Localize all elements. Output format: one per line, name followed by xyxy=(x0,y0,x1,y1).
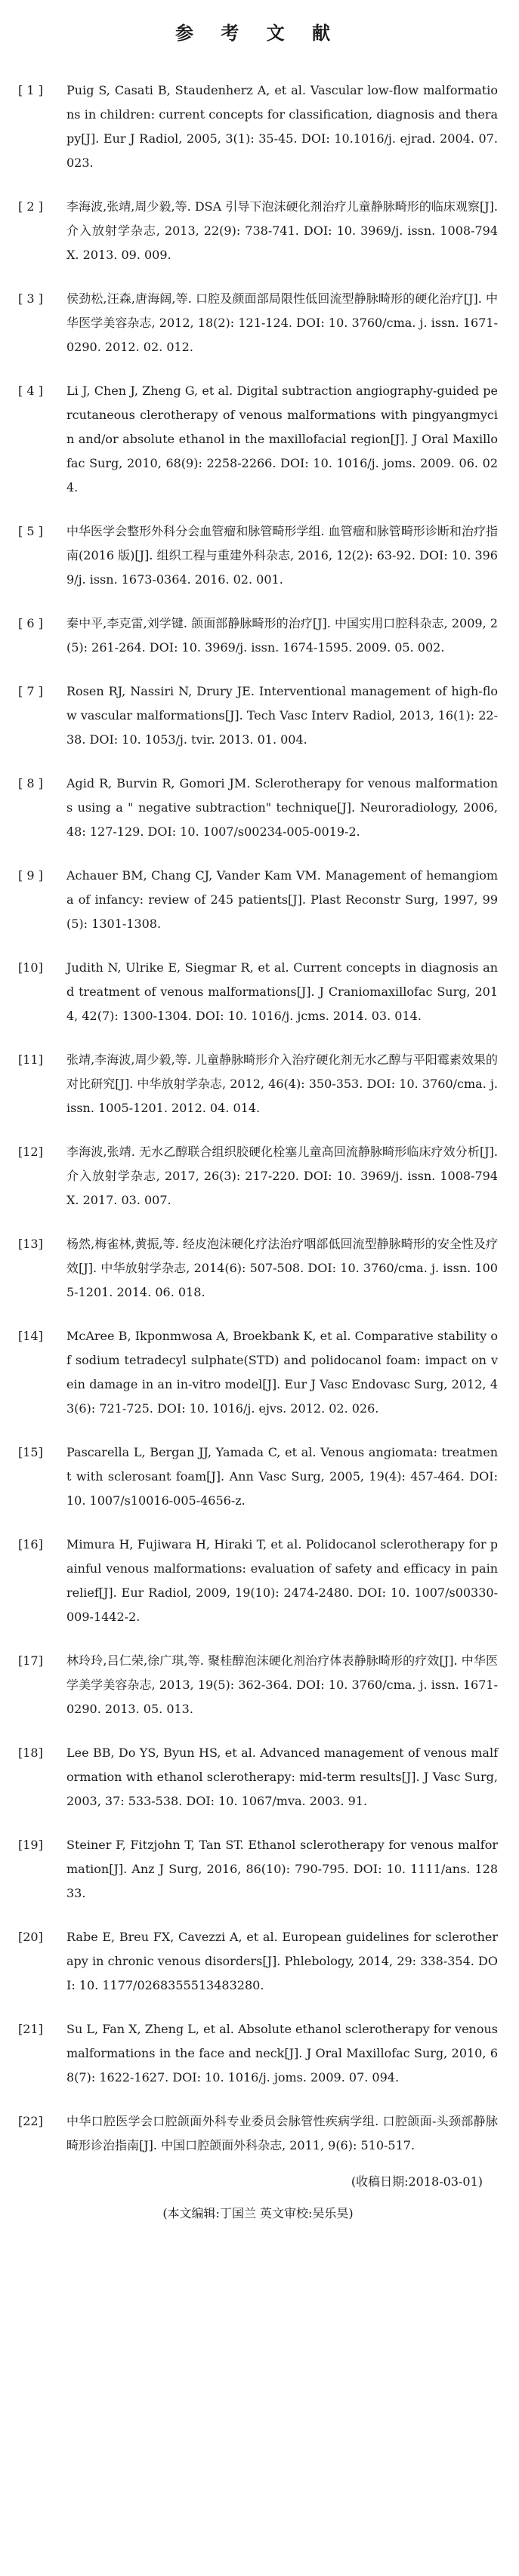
reference-item xyxy=(18,1441,498,1513)
reference-item xyxy=(18,2109,498,2158)
reference-number: [ 4 ] xyxy=(18,384,43,398)
reference-item xyxy=(18,1833,498,1906)
reference-number: [10] xyxy=(18,960,43,975)
received-date: (收稿日期:2018-03-01) xyxy=(351,2174,483,2189)
reference-text: McAree B, Ikponmwosa A, Broekbank K, et al. Comparative stability of sodium tetradecyl sulphate(STD) and polidocanol foam: impact on vein damage in an in-vitro model[J]. Eur J Vasc Endovasc Surg, 2012, 43(6): 721-725. DOI: 10. 1016/j. ejvs. 2012. 02. 026. xyxy=(66,1329,498,1416)
reference-item xyxy=(18,1925,498,1998)
reference-text: Agid R, Burvin R, Gomori JM. Sclerotherapy for venous malformations using a " negative subtraction" technique[J]. Neuroradiology, 2006, 48: 127-129. DOI: 10. 1007/s00234-005-0019-2. xyxy=(66,776,498,839)
reference-text: 杨然,梅雀林,黄振,等. 经皮泡沫硬化疗法治疗咽部低回流型静脉畸形的安全性及疗效[J]. 中华放射学杂志, 2014(6): 507-508. DOI: 10. 3760/cma. j. issn. 1005-1201. 2014. 06. 018. xyxy=(66,1237,498,1299)
reference-item xyxy=(18,612,498,660)
reference-item xyxy=(18,2017,498,2090)
reference-text: Rosen RJ, Nassiri N, Drury JE. Interventional management of high-flow vascular malformations[J]. Tech Vasc Interv Radiol, 2013, 16(1): 22-38. DOI: 10. 1053/j. tvir. 2013. 01. 004. xyxy=(66,684,498,747)
reference-text: 秦中平,李克雷,刘学键. 颌面部静脉畸形的治疗[J]. 中国实用口腔科杂志, 2009, 2(5): 261-264. DOI: 10. 3969/j. issn. 1674-1595. 2009. 05. 002. xyxy=(66,616,498,655)
editor-note: (本文编辑:丁国兰 英文审校:吴乐昊) xyxy=(162,2206,354,2220)
reference-number: [22] xyxy=(18,2114,43,2128)
reference-item xyxy=(18,79,498,175)
reference-item xyxy=(18,287,498,359)
reference-number: [18] xyxy=(18,1746,43,1760)
reference-text: Steiner F, Fitzjohn T, Tan ST. Ethanol sclerotherapy for venous malformation[J]. Anz J Surg, 2016, 86(10): 790-795. DOI: 10. 1111/ans. 12833. xyxy=(66,1838,498,1900)
reference-item xyxy=(18,679,498,752)
reference-number: [ 8 ] xyxy=(18,776,43,790)
reference-item xyxy=(18,1533,498,1629)
reference-number: [13] xyxy=(18,1237,43,1251)
reference-number: [ 9 ] xyxy=(18,868,43,883)
reference-number: [ 6 ] xyxy=(18,616,43,630)
reference-number: [15] xyxy=(18,1445,43,1459)
reference-text: Achauer BM, Chang CJ, Vander Kam VM. Management of hemangioma of infancy: review of 245 patients[J]. Plast Reconstr Surg, 1997, 99(5): 1301-1308. xyxy=(66,868,498,931)
reference-item xyxy=(18,1140,498,1213)
reference-text: 张靖,李海波,周少毅,等. 儿童静脉畸形介入治疗硬化剂无水乙醇与平阳霉素效果的对比研究[J]. 中华放射学杂志, 2012, 46(4): 350-353. DOI: 10. 3760/cma. j. issn. 1005-1201. 2012. 04. 014. xyxy=(66,1052,498,1115)
reference-item xyxy=(18,1324,498,1421)
reference-number: [16] xyxy=(18,1537,43,1551)
reference-text: Rabe E, Breu FX, Cavezzi A, et al. European guidelines for sclerotherapy in chronic venous disorders[J]. Phlebology, 2014, 29: 338-354. DOI: 10. 1177/0268355513483280. xyxy=(66,1930,498,1992)
reference-number: [ 7 ] xyxy=(18,684,43,698)
reference-text: 中华口腔医学会口腔颌面外科专业委员会脉管性疾病学组. 口腔颌面-头颈部静脉畸形诊治指南[J]. 中国口腔颌面外科杂志, 2011, 9(6): 510-517. xyxy=(66,2114,498,2152)
reference-text: 林玲玲,吕仁荣,徐广琪,等. 聚桂醇泡沫硬化剂治疗体表静脉畸形的疗效[J]. 中华医学美学美容杂志, 2013, 19(5): 362-364. DOI: 10. 3760/cma. j. issn. 1671-0290. 2013. 05. 013. xyxy=(66,1653,498,1716)
reference-list xyxy=(18,79,498,2158)
reference-item xyxy=(18,519,498,592)
reference-number: [19] xyxy=(18,1838,43,1852)
reference-item xyxy=(18,772,498,844)
reference-number: [11] xyxy=(18,1052,43,1067)
reference-text: 李海波,张靖,周少毅,等. DSA 引导下泡沫硬化剂治疗儿童静脉畸形的临床观察[J]. 介入放射学杂志, 2013, 22(9): 738-741. DOI: 10. 3969/j. issn. 1008-794X. 2013. 09. 009. xyxy=(66,199,498,262)
reference-item xyxy=(18,864,498,936)
reference-number: [ 1 ] xyxy=(18,83,43,97)
reference-item xyxy=(18,379,498,500)
reference-text: 侯劲松,汪森,唐海阔,等. 口腔及颜面部局限性低回流型静脉畸形的硬化治疗[J]. 中华医学美容杂志, 2012, 18(2): 121-124. DOI: 10. 3760/cma. j. issn. 1671-0290. 2012. 02. 012. xyxy=(66,291,498,354)
reference-item xyxy=(18,1741,498,1813)
reference-item xyxy=(18,1232,498,1305)
reference-text: Mimura H, Fujiwara H, Hiraki T, et al. Polidocanol sclerotherapy for painful venous malformations: evaluation of safety and efficacy in pain relief[J]. Eur Radiol, 2009, 19(10): 2474-2480. DOI: 10. 1007/s00330-009-1442-2. xyxy=(66,1537,498,1624)
reference-number: [17] xyxy=(18,1653,43,1668)
references-title: 参 考 文 献 xyxy=(175,23,341,44)
reference-number: [14] xyxy=(18,1329,43,1343)
reference-item xyxy=(18,1048,498,1120)
reference-item xyxy=(18,1649,498,1721)
reference-text: 中华医学会整形外科分会血管瘤和脉管畸形学组. 血管瘤和脉管畸形诊断和治疗指南(2016 版)[J]. 组织工程与重建外科杂志, 2016, 12(2): 63-92. DOI: 10. 3969/j. issn. 1673-0364. 2016. 02. 001. xyxy=(66,524,498,587)
reference-text: Su L, Fan X, Zheng L, et al. Absolute ethanol sclerotherapy for venous malformations in the face and neck[J]. J Oral Maxillofac Surg, 2010, 68(7): 1622-1627. DOI: 10. 1016/j. joms. 2009. 07. 094. xyxy=(66,2022,498,2085)
reference-number: [21] xyxy=(18,2022,43,2036)
reference-item xyxy=(18,195,498,267)
reference-text: Pascarella L, Bergan JJ, Yamada C, et al. Venous angiomata: treatment with sclerosant foam[J]. Ann Vasc Surg, 2005, 19(4): 457-464. DOI: 10. 1007/s10016-005-4656-z. xyxy=(66,1445,498,1508)
reference-text: 李海波,张靖. 无水乙醇联合组织胶硬化栓塞儿童高回流静脉畸形临床疗效分析[J]. 介入放射学杂志, 2017, 26(3): 217-220. DOI: 10. 3969/j. issn. 1008-794X. 2017. 03. 007. xyxy=(66,1145,498,1207)
reference-number: [ 3 ] xyxy=(18,291,43,306)
reference-text: Lee BB, Do YS, Byun HS, et al. Advanced management of venous malformation with ethanol sclerotherapy: mid-term results[J]. J Vasc Surg, 2003, 37: 533-538. DOI: 10. 1067/mva. 2003. 91. xyxy=(66,1746,498,1808)
reference-number: [ 5 ] xyxy=(18,524,43,538)
reference-item xyxy=(18,956,498,1028)
reference-text: Li J, Chen J, Zheng G, et al. Digital subtraction angiography-guided percutaneous clerotherapy of venous malformations with pingyangmycin and/or absolute ethanol in the maxillofacial region[J]. J Oral Maxillofac Surg, 2010, 68(9): 2258-2266. DOI: 10. 1016/j. joms. 2009. 06. 024. xyxy=(66,384,498,495)
reference-text: Puig S, Casati B, Staudenherz A, et al. Vascular low-flow malformations in children: current concepts for classification, diagnosis and therapy[J]. Eur J Radiol, 2005, 3(1): 35-45. DOI: 10.1016/j. ejrad. 2004. 07. 023. xyxy=(66,83,498,170)
reference-number: [20] xyxy=(18,1930,43,1944)
reference-text: Judith N, Ulrike E, Siegmar R, et al. Current concepts in diagnosis and treatment of venous malformations[J]. J Craniomaxillofac Surg, 2014, 42(7): 1300-1304. DOI: 10. 1016/j. jcms. 2014. 03. 014. xyxy=(66,960,498,1023)
reference-number: [12] xyxy=(18,1145,43,1159)
reference-number: [ 2 ] xyxy=(18,199,43,214)
